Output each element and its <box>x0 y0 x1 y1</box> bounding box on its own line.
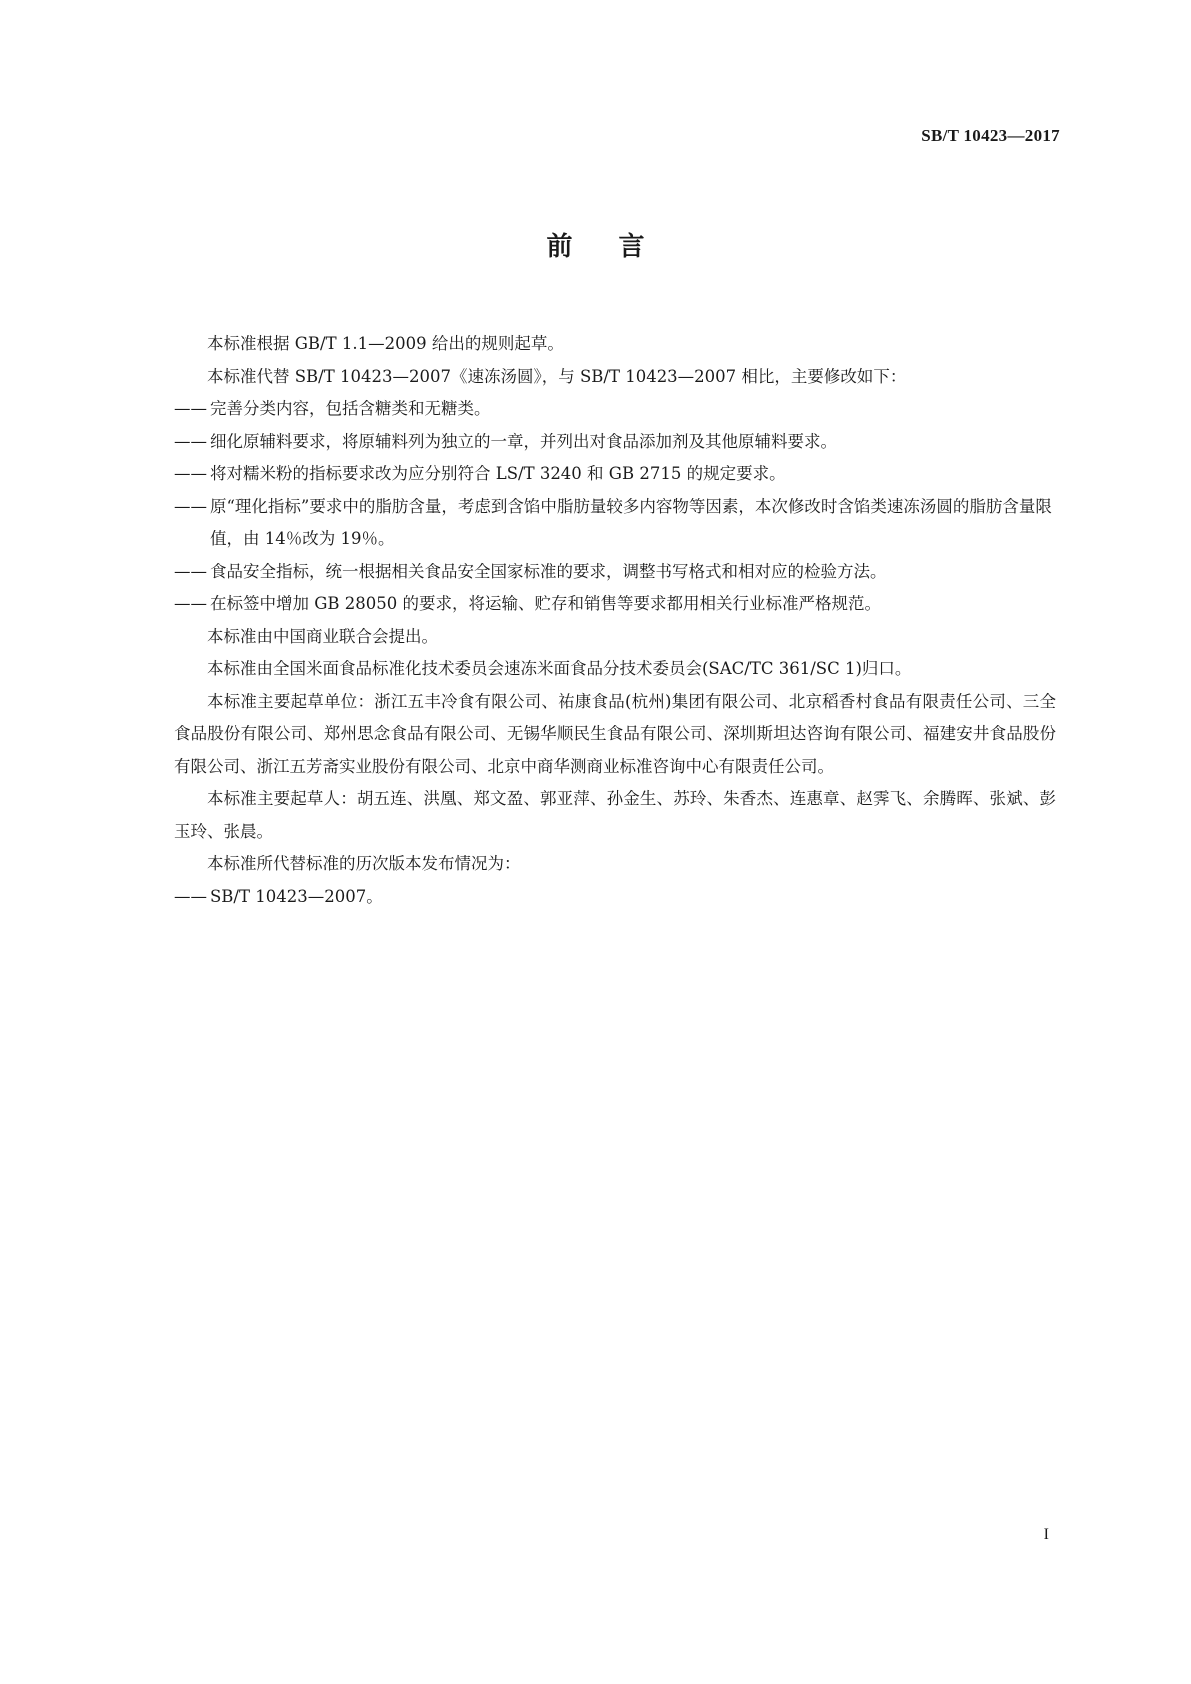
list-item <box>174 881 1056 914</box>
list-item-text: 细化原辅料要求，将原辅料列为独立的一章，并列出对食品添加剂及其他原辅料要求。 <box>210 431 837 451</box>
list-item-text: 原“理化指标”要求中的脂肪含量，考虑到含馅中脂肪量较多内容物等因素，本次修改时含馅类速冻汤圆的脂肪含量限值，由 14％改为 19％。 <box>210 496 1052 548</box>
list-item-text: 完善分类内容，包括含糖类和无糖类。 <box>210 399 491 418</box>
paragraph: 本标准代替 SB/T 10423—2007《速冻汤圆》，与 SB/T 10423—2007 相比，主要修改如下： <box>207 366 907 386</box>
list-item-text: 食品安全指标，统一根据相关食品安全国家标准的要求，调整书写格式和相对应的检验方法。 <box>210 561 887 581</box>
list-item <box>174 458 1056 491</box>
paragraph: 本标准主要起草单位：浙江五丰冷食有限公司、祐康食品(杭州)集团有限公司、北京稻香村食品有限责任公司、三全食品股份有限公司、郑州思念食品有限公司、无锡华顺民生食品有限公司、深圳斯坦达咨询有限公司、福建安井食品股份有限公司、浙江五芳斋实业股份有限公司、北京中商华测商业标准咨询中心有限责任公司。 <box>174 691 1056 776</box>
paragraph: 本标准所代替标准的历次版本发布情况为： <box>207 854 521 873</box>
list-dash: —— <box>174 886 207 906</box>
standard-code: SB/T 10423—2017 <box>921 126 1060 145</box>
list-item <box>174 588 1056 621</box>
list-item-text: 在标签中增加 GB 28050 的要求，将运输、贮存和销售等要求都用相关行业标准严格规范。 <box>210 594 882 613</box>
paragraph: 本标准根据 GB/T 1.1—2009 给出的规则起草。 <box>207 334 564 353</box>
document-body <box>174 328 1056 913</box>
paragraph: 本标准由全国米面食品标准化技术委员会速冻米面食品分技术委员会(SAC/TC 361/SC 1)归口。 <box>207 659 912 678</box>
list-dash: —— <box>174 431 207 451</box>
list-dash: —— <box>174 496 207 516</box>
list-dash: —— <box>174 399 207 418</box>
list-dash: —— <box>174 464 207 483</box>
paragraph: 本标准由中国商业联合会提出。 <box>207 626 438 646</box>
list-item <box>174 426 1056 459</box>
list-item-text: SB/T 10423—2007。 <box>210 886 383 906</box>
list-dash: —— <box>174 561 207 581</box>
list-item <box>174 393 1056 426</box>
list-item-text: 将对糯米粉的指标要求改为应分别符合 LS/T 3240 和 GB 2715 的规定要求。 <box>210 464 786 483</box>
page-title: 前言 <box>546 232 691 262</box>
list-item <box>174 491 1056 556</box>
paragraph: 本标准主要起草人：胡五连、洪凰、郑文盈、郭亚萍、孙金生、苏玲、朱香杰、连惠章、赵霁飞、余腾晖、张斌、彭玉玲、张晨。 <box>174 789 1056 841</box>
list-dash: —— <box>174 594 207 613</box>
page-number: I <box>1043 1526 1049 1543</box>
list-item <box>174 556 1056 589</box>
